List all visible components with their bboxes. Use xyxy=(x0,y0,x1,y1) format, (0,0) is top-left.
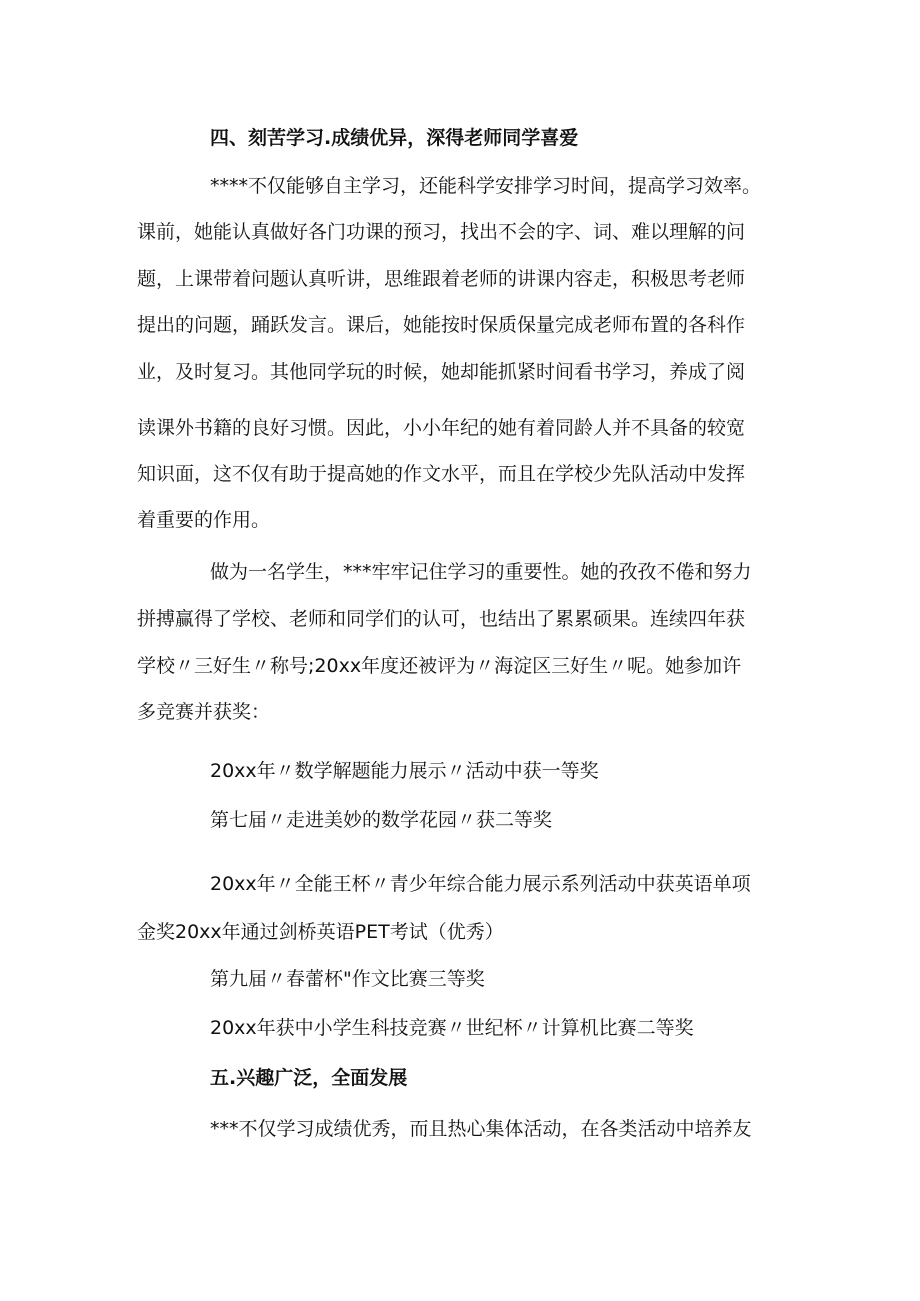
award-item: 20xx年获中小学生科技竞赛〃世纪杯〃计算机比赛二等奖 xyxy=(210,1017,694,1039)
paragraph-line: 提出的问题，踊跃发言。课后，她能按时保质保量完成老师布置的各科作 xyxy=(137,314,746,336)
award-item: 金奖20xx年通过剑桥英语PET考试（优秀） xyxy=(137,921,504,943)
paragraph-line: 做为一名学生，***牢牢记住学习的重要性。她的孜孜不倦和努力 xyxy=(210,561,752,583)
paragraph-line: ****不仅能够自主学习，还能科学安排学习时间，提高学习效率。 xyxy=(210,175,762,197)
award-item: 20xx年〃数学解题能力展示〃活动中获一等奖 xyxy=(210,760,599,782)
section-5-heading: 五.兴趣广泛，全面发展 xyxy=(210,1067,408,1089)
paragraph-line: 着重要的作用。 xyxy=(137,509,271,531)
paragraph-line: 读课外书籍的良好习惯。因此，小小年纪的她有着同龄人并不具备的较宽 xyxy=(137,417,746,439)
paragraph-line: 学校〃三好生〃称号;20xx年度还被评为〃海淀区三好生〃呢。她参加许 xyxy=(137,655,742,677)
paragraph-line: 知识面，这不仅有助于提高她的作文水平，而且在学校少先队活动中发挥 xyxy=(137,463,746,485)
section-4-heading: 四、刻苦学习.成绩优异，深得老师同学喜爱 xyxy=(210,127,579,149)
paragraph-line: ***不仅学习成绩优秀，而且热心集体活动，在各类活动中培养友 xyxy=(210,1118,752,1140)
paragraph-line: 多竞赛并获奖： xyxy=(137,701,271,723)
paragraph-line: 拼搏赢得了学校、老师和同学们的认可，也结出了累累硕果。连续四年获 xyxy=(137,608,746,630)
paragraph-line: 题，上课带着问题认真听讲，思维跟着老师的讲课内容走，积极思考老师 xyxy=(137,268,746,290)
paragraph-line: 业，及时复习。其他同学玩的时候，她却能抓紧时间看书学习，养成了阅 xyxy=(137,361,746,383)
award-item: 第九届〃春蕾杯"作文比赛三等奖 xyxy=(210,968,485,990)
award-item: 第七届〃走进美妙的数学花园〃获二等奖 xyxy=(210,809,553,831)
award-item: 20xx年〃全能王杯〃青少年综合能力展示系列活动中获英语单项 xyxy=(210,873,751,895)
paragraph-line: 课前，她能认真做好各门功课的预习，找出不会的字、词、难以理解的问 xyxy=(137,221,746,243)
